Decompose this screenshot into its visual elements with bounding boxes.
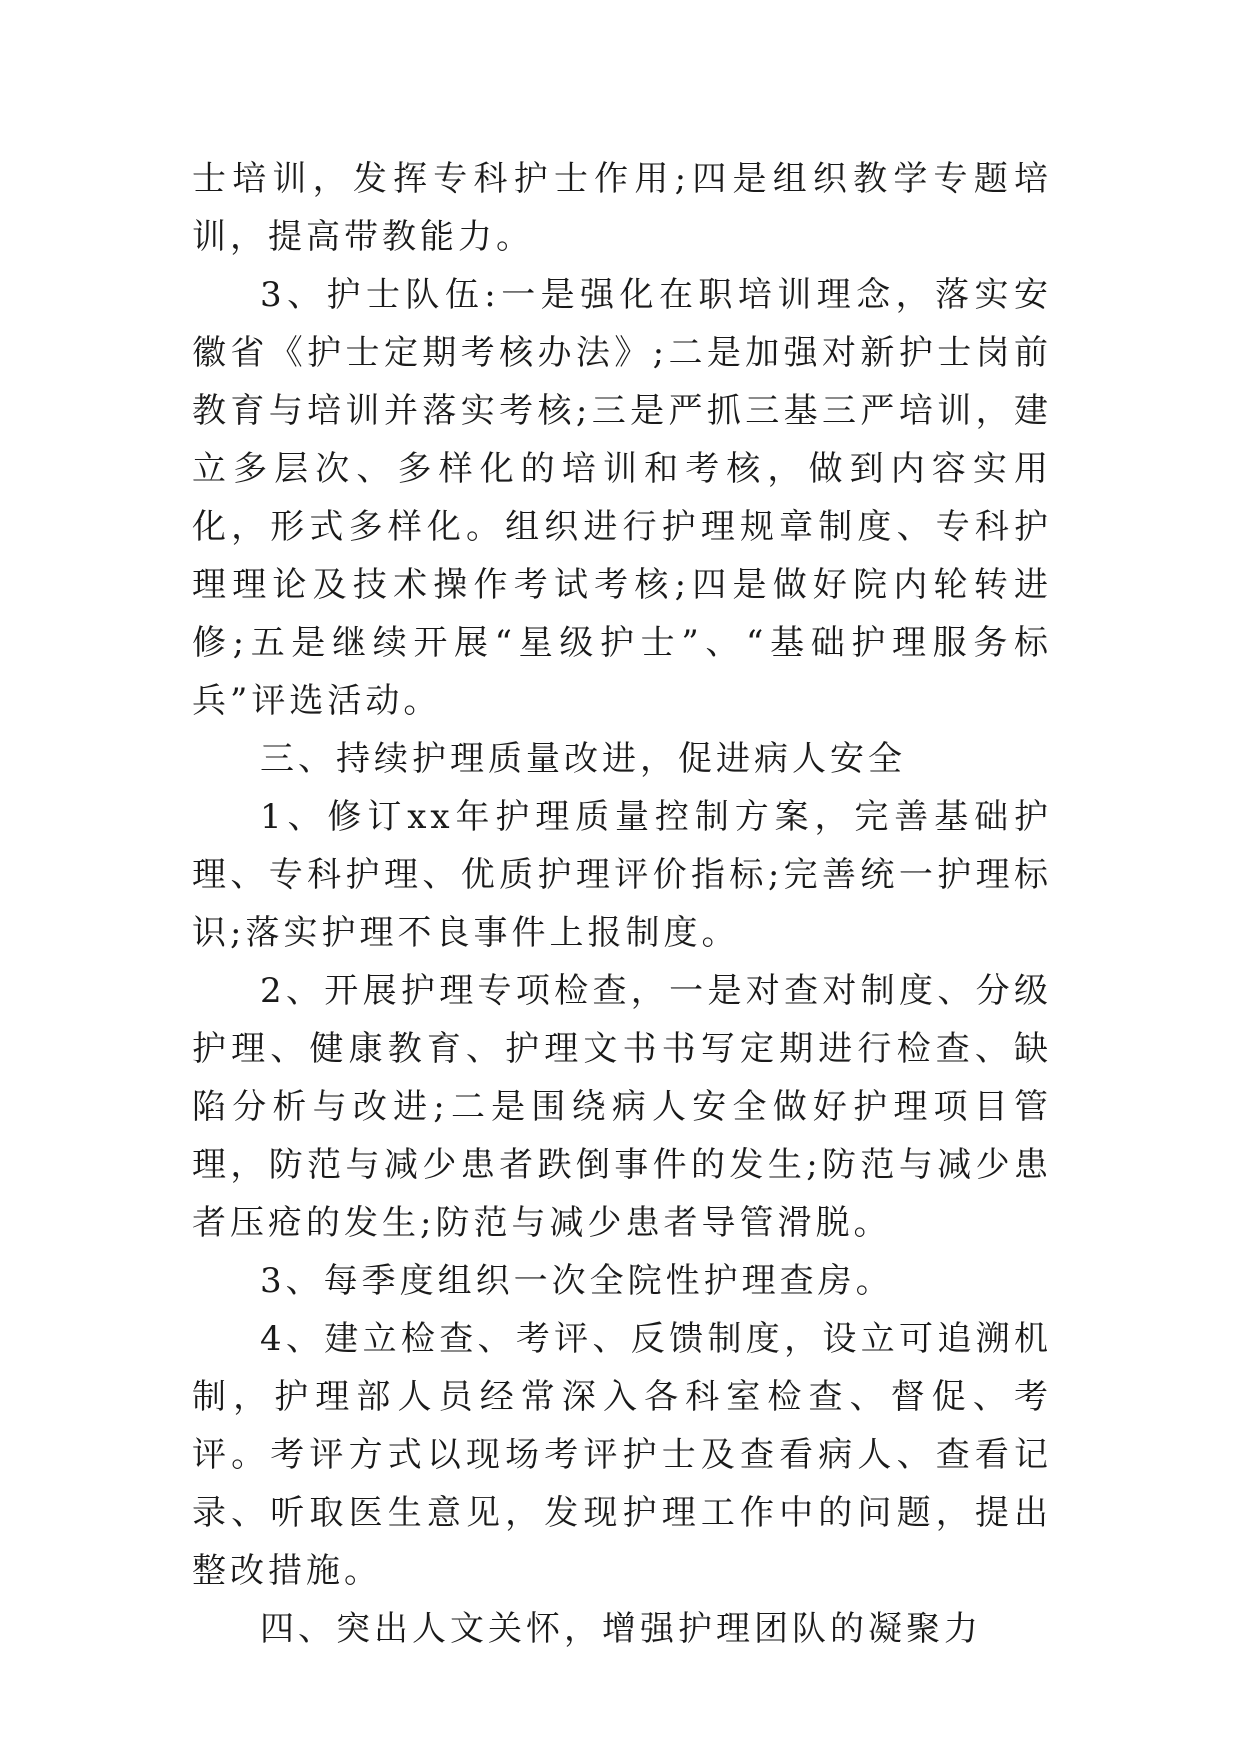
- paragraph-training-continued: 士培训，发挥专科护士作用;四是组织教学专题培训，提高带教能力。: [192, 159, 1052, 257]
- section-heading-humanistic-care: 四、突出人文关怀，增强护理团队的凝聚力: [260, 1609, 982, 1649]
- document-page: [192, 150, 1052, 1658]
- paragraph-nurse-team: 3、护士队伍:一是强化在职培训理念，落实安徽省《护士定期考核办法》;二是加强对新护士岗前教育与培训并落实考核;三是严抓三基三严培训，建立多层次、多样化的培训和考核，做到内容实用化，形式多样化。组织进行护理规章制度、专科护理理论及技术操作考试考核;四是做好院内轮转进修;五是继续开展“星级护士”、“基础护理服务标兵”评选活动。: [192, 275, 1052, 721]
- section-heading-quality: 三、持续护理质量改进，促进病人安全: [260, 739, 906, 779]
- paragraph-quality-plan: 1、修订xx年护理质量控制方案，完善基础护理、专科护理、优质护理评价指标;完善统一护理标识;落实护理不良事件上报制度。: [192, 797, 1052, 953]
- paragraph-special-inspection: 2、开展护理专项检查，一是对查对制度、分级护理、健康教育、护理文书书写定期进行检查、缺陷分析与改进;二是围绕病人安全做好护理项目管理，防范与减少患者跌倒事件的发生;防范与减少患者压疮的发生;防范与减少患者导管滑脱。: [192, 971, 1052, 1243]
- paragraph-evaluation-system: 4、建立检查、考评、反馈制度，设立可追溯机制，护理部人员经常深入各科室检查、督促、考评。考评方式以现场考评护士及查看病人、查看记录、听取医生意见，发现护理工作中的问题，提出整改措施。: [192, 1319, 1052, 1591]
- paragraph-ward-rounds: 3、每季度组织一次全院性护理查房。: [260, 1261, 894, 1301]
